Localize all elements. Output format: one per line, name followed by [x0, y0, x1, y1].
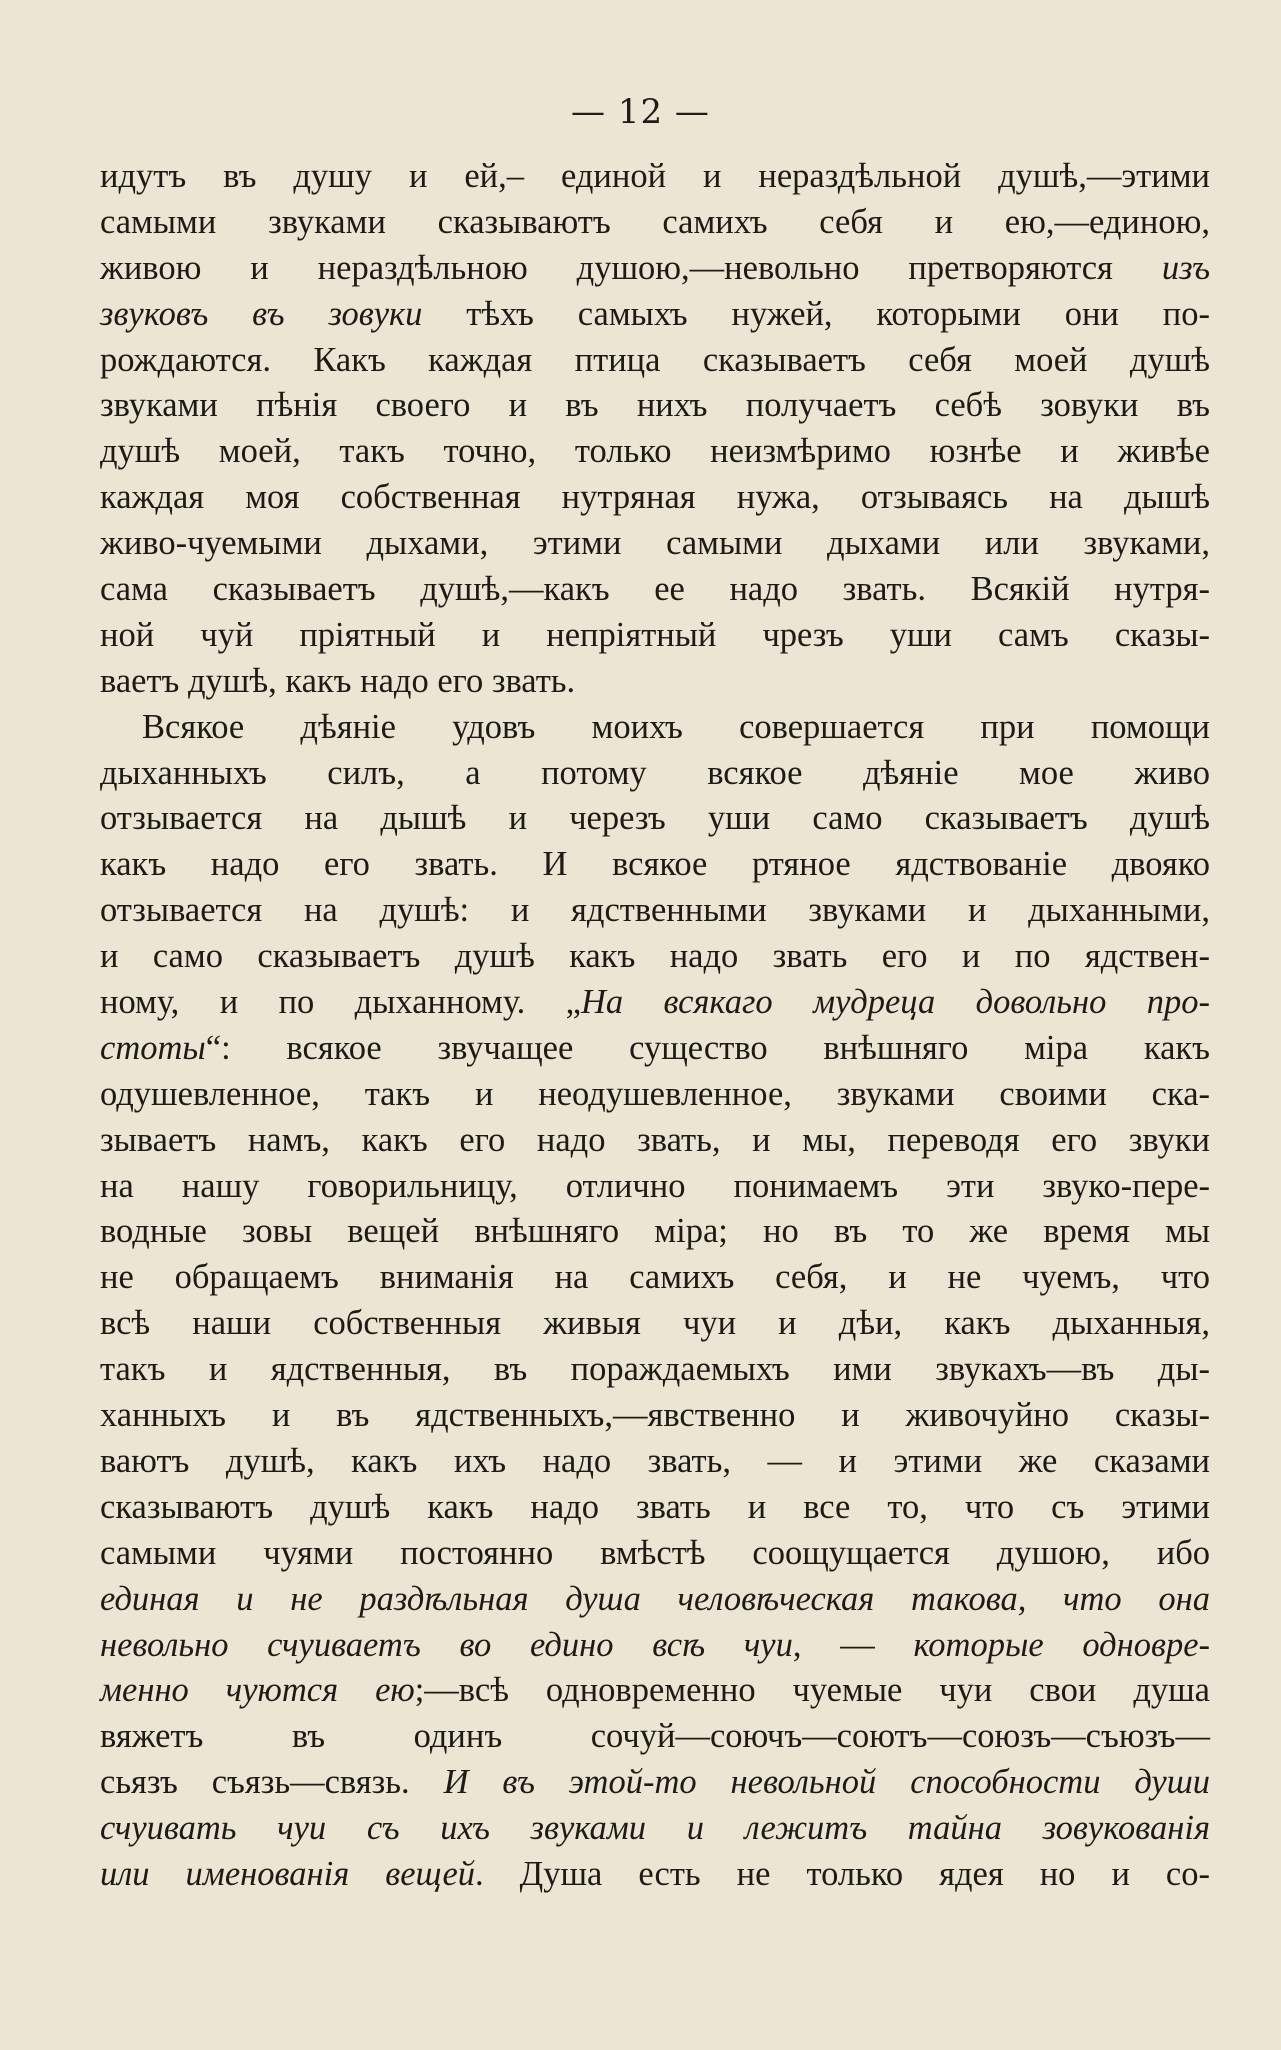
- italic-text-segment: которые одновре-: [913, 1625, 1211, 1664]
- text-line: [100, 1439, 1210, 1485]
- text-line: [100, 383, 1210, 429]
- text-segment: . Душа есть не только ядея но и со-: [475, 1854, 1210, 1893]
- text-segment: какъ надо его звать. И всякое ртяное ядствованіе двояко: [100, 845, 1210, 884]
- text-line: [100, 705, 1210, 751]
- text-segment: и само сказываетъ душѣ какъ надо звать его и по ядствен-: [100, 937, 1210, 976]
- text-line: [100, 1301, 1210, 1347]
- text-segment: живо-чуемыми дыхами, этими самыми дыхами или звуками,: [100, 524, 1210, 563]
- text-segment: каждая моя собственная нутряная нужа, отзываясь на дышѣ: [100, 478, 1210, 517]
- text-segment: одушевленное, такъ и неодушевленное, звуками своими ска-: [100, 1074, 1210, 1113]
- text-segment: звуками пѣнія своего и въ нихъ получаетъ себѣ зовуки въ: [100, 386, 1210, 425]
- text-segment: дыханныхъ силъ, а потому всякое дѣяніе мое живо: [100, 753, 1210, 792]
- text-segment: ному, и по дыханному. „: [100, 983, 581, 1022]
- text-segment: ваютъ душѣ, какъ ихъ надо звать, — и этими же сказами: [100, 1441, 1210, 1480]
- text-line: [100, 1577, 1210, 1623]
- text-line: [100, 1347, 1210, 1393]
- text-line: [100, 1623, 1210, 1669]
- text-line: [100, 1072, 1210, 1118]
- italic-text-segment: И въ этой-то невольной способности души: [443, 1763, 1210, 1802]
- text-line: [100, 1393, 1210, 1439]
- text-line: [100, 934, 1210, 980]
- text-line: [100, 475, 1210, 521]
- page-number: — 12 —: [571, 92, 710, 132]
- text-line: [100, 1164, 1210, 1210]
- text-segment: всѣ наши собственныя живыя чуи и дѣи, какъ дыханныя,: [100, 1304, 1210, 1343]
- text-line: [100, 567, 1210, 613]
- text-line: [100, 751, 1210, 797]
- text-segment: “: всякое звучащее существо внѣшняго міра какъ: [205, 1028, 1210, 1067]
- text-line: [100, 246, 1210, 292]
- body-text: [100, 154, 1210, 1898]
- text-segment: рождаются. Какъ каждая птица сказываетъ себя моей душѣ: [100, 340, 1210, 379]
- text-segment: сама сказываетъ душѣ,—какъ ее надо звать. Всякій нутря-: [100, 570, 1210, 609]
- italic-text-segment: единая и не раздѣльная душа человѣческая такова, что она: [100, 1579, 1210, 1618]
- text-line: [100, 613, 1210, 659]
- text-line: [100, 1760, 1210, 1806]
- italic-text-segment: невольно счуиваетъ во едино всѣ чуи: [100, 1625, 793, 1664]
- text-line: [100, 1485, 1210, 1531]
- text-segment: ;—всѣ одновременно чуемые чуи свои душа: [414, 1671, 1210, 1710]
- text-segment: зываетъ намъ, какъ его надо звать, и мы, переводя его звуки: [100, 1120, 1210, 1159]
- text-segment: самыми чуями постоянно вмѣстѣ соощущается душою, ибо: [100, 1533, 1210, 1572]
- text-segment: отзывается на дышѣ и черезъ уши само сказываетъ душѣ: [100, 799, 1210, 838]
- italic-text-segment: или именованія вещей: [100, 1854, 476, 1893]
- text-segment: самыми звуками сказываютъ самихъ себя и ею,—единою,: [100, 202, 1210, 241]
- text-segment: , —: [792, 1625, 914, 1664]
- text-segment: душѣ моей, такъ точно, только неизмѣримо юзнѣе и живѣе: [100, 432, 1210, 471]
- text-line: [100, 1806, 1210, 1852]
- text-line: [100, 1852, 1210, 1898]
- text-line: [100, 154, 1210, 200]
- text-line: [100, 292, 1210, 338]
- text-line: [100, 842, 1210, 888]
- text-segment: сьязъ съязь—связь.: [100, 1763, 444, 1802]
- text-line: [100, 338, 1210, 384]
- text-line: [100, 1026, 1210, 1072]
- italic-text-segment: менно чуются ею: [100, 1671, 415, 1710]
- italic-text-segment: На всякаго мудреца довольно про-: [581, 983, 1210, 1022]
- text-segment: вяжетъ въ одинъ сочуй—соючъ—соютъ—союзъ—съюзъ—: [100, 1717, 1210, 1756]
- text-segment: живою и нераздѣльною душою,—невольно претворяются: [100, 248, 1162, 287]
- text-line: [100, 659, 1210, 705]
- text-segment: идутъ въ душу и ей,– единой и нераздѣльной душѣ,—этими: [100, 157, 1210, 195]
- text-line: [100, 521, 1210, 567]
- italic-text-segment: счуивать чуи съ ихъ звуками и лежитъ тайна зовукованія: [100, 1809, 1210, 1848]
- text-segment: водные зовы вещей внѣшняго міра; но въ то же время мы: [100, 1212, 1210, 1251]
- text-segment: ной чуй пріятный и непріятный чрезъ уши самъ сказы-: [100, 615, 1210, 654]
- text-line: [100, 1118, 1210, 1164]
- text-segment: отзывается на душѣ: и ядственными звуками и дыханными,: [100, 891, 1210, 930]
- text-segment: такъ и ядственныя, въ пораждаемыхъ ими звукахъ—въ ды-: [100, 1350, 1210, 1389]
- italic-text-segment: стоты: [100, 1028, 206, 1067]
- text-segment: не обращаемъ вниманія на самихъ себя, и не чуемъ, что: [100, 1258, 1210, 1297]
- text-line: [100, 796, 1210, 842]
- text-line: [100, 1255, 1210, 1301]
- text-segment: ханныхъ и въ ядственныхъ,—явственно и живочуйно сказы-: [100, 1396, 1210, 1435]
- text-line: [100, 429, 1210, 475]
- text-line: [100, 888, 1210, 934]
- text-line: [100, 980, 1210, 1026]
- text-line: [100, 1668, 1210, 1714]
- text-line: [100, 1531, 1210, 1577]
- text-line: [100, 1714, 1210, 1760]
- text-segment: ваетъ душѣ, какъ надо его звать.: [100, 661, 576, 700]
- text-segment: сказываютъ душѣ какъ надо звать и все то, что съ этими: [100, 1487, 1210, 1526]
- italic-text-segment: изъ: [1161, 248, 1210, 287]
- text-segment: на нашу говорильницу, отлично понимаемъ эти звуко-пере-: [100, 1166, 1210, 1205]
- italic-text-segment: звуковъ въ зовуки: [100, 294, 423, 333]
- text-segment: тѣхъ самыхъ нужей, которыми они по-: [422, 294, 1210, 333]
- text-segment: Всякое дѣяніе удовъ моихъ совершается при помощи: [142, 707, 1210, 746]
- text-line: [100, 1209, 1210, 1255]
- text-line: [100, 200, 1210, 246]
